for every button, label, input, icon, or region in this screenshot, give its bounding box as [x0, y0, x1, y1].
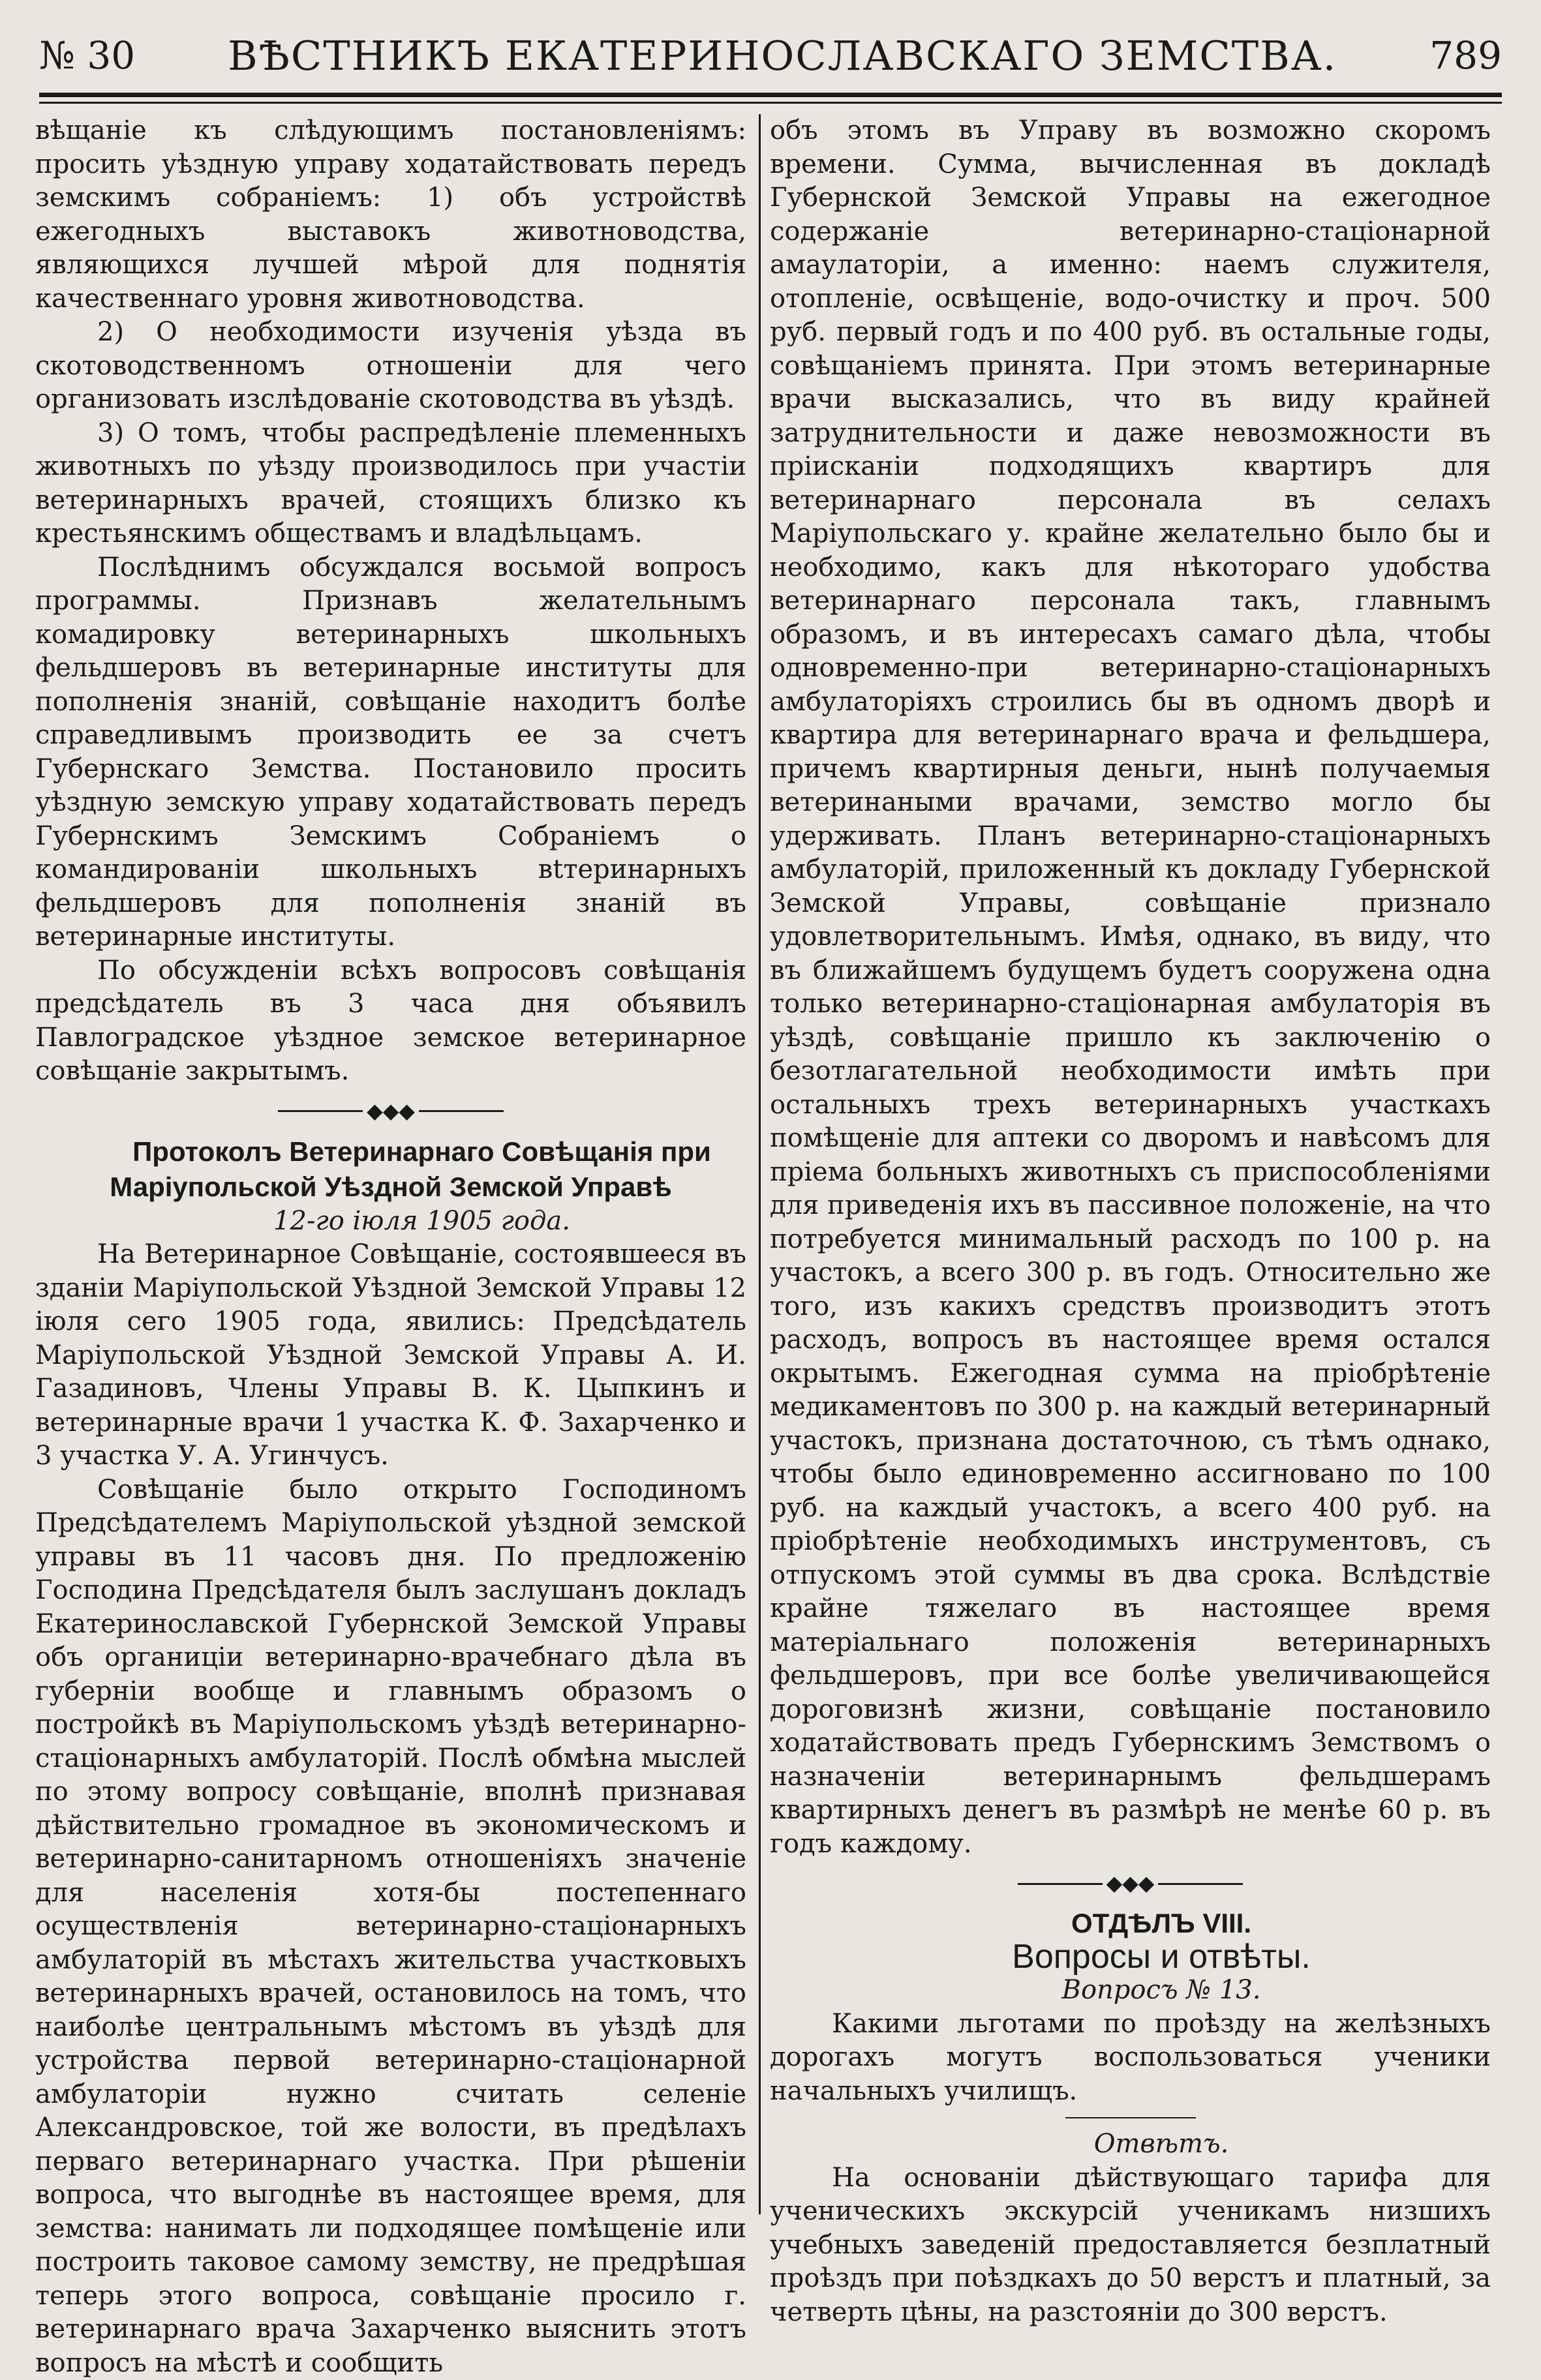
- right-column: [770, 114, 1491, 2214]
- paragraph: Послѣднимъ обсуждался восьмой вопросъ программы. Признавъ желательнымъ комадировку ветеринарныхъ школьныхъ фельдшеровъ въ ветеринарные институты для пополненія знаній, совѣщаніе находитъ болѣе справедливымъ производить ее за счетъ Губернскаго Земства. Постановило просить уѣздную земскую управу ходатайствовать передъ Губернскимъ Земскимъ Собраніемъ о командированіи школьныхъ вtтеринарныхъ фельдшеровъ для пополненія знаній въ ветеринарные институты.: [35, 551, 746, 954]
- journal-title: ВѢСТНИКЪ ЕКАТЕРИНОСЛАВСКАГО ЗЕМСТВА.: [228, 32, 1337, 80]
- answer-text: На основаніи дѣйствующаго тарифа для ученическихъ экскурсій ученикамъ низшихъ учебныхъ заведеній предоставляется безплатный проѣздъ при поѣздкахъ до 50 верстъ и платный, за четверть цѣны, на разстояніи до 300 верстъ.: [770, 2162, 1491, 2330]
- question-text: Какими льготами по проѣзду на желѣзныхъ дорогахъ могутъ воспользоваться ученики начальныхъ училищъ.: [770, 2008, 1491, 2109]
- paragraph: По обсужденіи всѣхъ вопросовъ совѣщанія предсѣдатель въ 3 часа дня объявилъ Павлоградское уѣздное земское ветеринарное совѣщаніе закрытымъ.: [35, 954, 746, 1089]
- section-heading: ОТДѢЛЪ VIII.: [770, 1906, 1491, 1940]
- paragraph: 3) О томъ, чтобы распредѣленіе племенныхъ животныхъ по уѣзду производилось при участіи ветеринарныхъ врачей, стоящихъ близко къ крестьянскимъ обществамъ и владѣльцамъ.: [35, 417, 746, 551]
- page-number: 789: [1429, 33, 1502, 78]
- paragraph: 2) О необходимости изученія уѣзда въ скотоводственномъ отношеніи для чего организовать изслѣдованіе скотоводства въ уѣздѣ.: [35, 316, 746, 417]
- paragraph: Совѣщаніе было открыто Господиномъ Предсѣдателемъ Маріупольской уѣздной земской управы въ 11 часовъ дня. По предложенію Господина Предсѣдателя былъ заслушанъ докладъ Екатеринославской Губернской Земской Управы объ органиціи ветеринарно-врачебнаго дѣла въ губерніи вообще и главнымъ образомъ о постройкѣ въ Маріупольскомъ уѣздѣ ветеринарно-стаціонарныхъ амбулаторій. Послѣ обмѣна мыслей по этому вопросу совѣщаніе, вполнѣ признавая дѣйствительно громадное въ экономическомъ и ветеринарно-санитарномъ отношеніяхъ значеніе для населенія хотя-бы постепеннаго осуществленія ветеринарно-стаціонарныхъ амбулаторій въ мѣстахъ жительства участковыхъ ветеринарныхъ врачей, остановилось на томъ, что наиболѣе центральнымъ мѣстомъ въ уѣздѣ для устройства первой ветеринарно-стаціонарной амбулаторіи нужно считать селеніе Александровское, той же волости, въ предѣлахъ перваго ветеринарнаго участка. При рѣшеніи вопроса, что выгоднѣе въ настоящее время, для земства: нанимать ли подходящее помѣщеніе или построить таковое самому земству, не предрѣшая теперь этого вопроса, совѣщаніе просило г. ветеринарнаго врача Захарченко выяснить этотъ вопросъ на мѣстѣ и сообщить: [35, 1473, 746, 2380]
- column-divider: [759, 114, 761, 2214]
- header-rule-thick: [39, 93, 1502, 97]
- protocol-title: Протоколъ Ветеринарнаго Совѣщанія при Маріупольской Уѣздной Земской Управѣ: [35, 1134, 746, 1205]
- short-rule: [1065, 2117, 1196, 2118]
- paragraph: На Ветеринарное Совѣщаніе, состоявшееся въ зданіи Маріупольской Уѣздной Земской Управы 12 іюля сего 1905 года, явились: Предсѣдатель Маріупольской Уѣздной Земской Управы А. И. Газадиновъ, Члены Управы В. К. Цыпкинъ и ветеринарные врачи 1 участка К. Ф. Захарченко и 3 участка У. А. Угинчусъ.: [35, 1238, 746, 1473]
- ornament-divider: ◆◆◆: [770, 1861, 1491, 1906]
- header-rule-thin: [39, 102, 1502, 104]
- protocol-date: 12-го іюля 1905 года.: [35, 1205, 746, 1239]
- ornament-divider: ◆◆◆: [35, 1089, 746, 1134]
- left-column: [35, 114, 746, 2214]
- question-label: Вопросъ № 13.: [770, 1974, 1491, 2008]
- answer-label: Отвѣтъ.: [770, 2128, 1491, 2162]
- page-header: [39, 20, 1502, 91]
- paragraph: объ этомъ въ Управу въ возможно скоромъ времени. Сумма, вычисленная въ докладѣ Губернской Земской Управы на ежегодное содержаніе ветеринарно-стаціонарной амаулаторіи, а именно: наемъ служителя, отопленіе, освѣщеніе, водо-очистку и проч. 500 руб. первый годъ и по 400 руб. въ остальные годы, совѣщаніемъ принята. При этомъ ветеринарные врачи высказались, что въ виду крайней затруднительности и даже невозможности въ пріисканіи подходящихъ квартиръ для ветеринарнаго персонала въ селахъ Маріупольскаго у. крайне желательно было бы и необходимо, какъ для нѣкотораго удобства ветеринарнаго персонала такъ, главнымъ образомъ, и въ интересахъ самаго дѣла, чтобы одновременно-при ветеринарно-стаціонарныхъ амбулаторіяхъ строились бы въ одномъ дворѣ и квартира для ветеринарнаго врача и фельдшера, причемъ квартирныя деньги, нынѣ получаемыя ветеринаными врачами, земство могло бы удерживать. Планъ ветеринарно-стаціонарныхъ амбулаторій, приложенный къ докладу Губернской Земской Управы, совѣщаніе признало удовлетворительнымъ. Имѣя, однако, въ виду, что въ ближайшемъ будущемъ будетъ сооружена одна только ветеринарно-стаціонарная амбулаторія въ уѣздѣ, совѣщаніе пришло къ заключенію о безотлагательной необходимости имѣть при остальныхъ трехъ ветеринарныхъ участкахъ помѣщеніе для аптеки со дворомъ и навѣсомъ для пріема больныхъ животныхъ съ приспособленіями для приведенія ихъ въ пассивное положеніе, на что потребуется минимальный расходъ по 100 р. на участокъ, а всего 300 р. въ годъ. Относительно же того, изъ какихъ средствъ производитъ этотъ расходъ, вопросъ въ настоящее время остался окрытымъ. Ежегодная сумма на пріобрѣтеніе медикаментовъ по 300 р. на каждый ветеринарный участокъ, признана достаточною, съ тѣмъ однако, чтобы было единовременно ассигновано по 100 руб. на каждый участокъ, а всего 400 руб. на пріобрѣтеніе необходимыхъ инструментовъ, съ отпускомъ этой суммы въ два срока. Вслѣдствіе крайне тяжелаго въ настоящее время матеріальнаго положенія ветеринарныхъ фельдшеровъ, при все болѣе увеличивающейся дороговизнѣ жизни, совѣщаніе постановило ходатайствовать предъ Губернскимъ Земствомъ о назначеніи ветеринарнымъ фельдшерамъ квартирныхъ денегъ въ размѣрѣ не менѣе 60 р. въ годъ каждому.: [770, 114, 1491, 1861]
- qa-title: Вопросы и отвѣты.: [770, 1940, 1491, 1974]
- issue-number: № 30: [39, 33, 135, 78]
- paragraph: вѣщаніе къ слѣдующимъ постановленіямъ: просить уѣздную управу ходатайствовать передъ земскимъ собраніемъ: 1) объ устройствѣ ежегодныхъ выставокъ животноводства, являющихся лучшей мѣрой для поднятія качественнаго уровня животноводства.: [35, 114, 746, 316]
